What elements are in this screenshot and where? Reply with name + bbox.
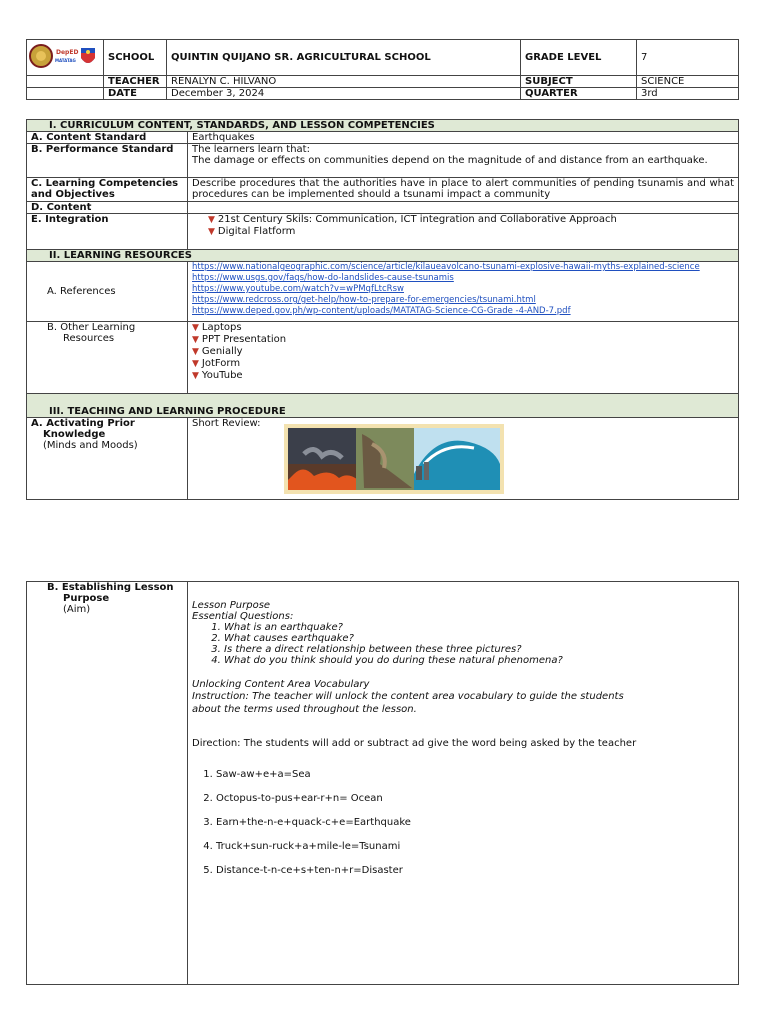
performance-line1: The learners learn that: (192, 144, 310, 155)
subject-label: SUBJECT (521, 76, 637, 88)
section2-title: II. LEARNING RESOURCES (27, 250, 739, 262)
references-label: A. References (27, 262, 188, 322)
school-label: SCHOOL (104, 40, 167, 76)
reference-link[interactable]: https://www.usgs.gov/faqs/how-do-landslides-cause-tsunamis (192, 273, 454, 283)
deped-logo-icon (29, 42, 99, 70)
quarter-value: 3rd (637, 88, 739, 100)
purpose-label: B. Establishing Lesson Purpose (Aim) (27, 582, 188, 985)
vocab-item: 3. Earn+the-n-e+quack-c+e=Earthquake (216, 817, 734, 828)
essential-questions-heading: Essential Questions: (192, 611, 294, 622)
content-standard-value: Earthquakes (188, 132, 739, 144)
school-value: QUINTIN QUIJANO SR. AGRICULTURAL SCHOOL (167, 40, 521, 76)
arrow-bullet-icon: ▼ (192, 347, 199, 357)
integration-label: E. Integration (27, 214, 188, 250)
integration-item: ▼ Digital Flatform (208, 226, 296, 237)
arrow-bullet-icon: ▼ (192, 359, 199, 369)
teacher-label: TEACHER (104, 76, 167, 88)
integration-item: ▼ 21st Century Skils: Communication, ICT integration and Collaborative Approach (208, 214, 617, 225)
purpose-table (26, 581, 739, 985)
grade-label: GRADE LEVEL (521, 40, 637, 76)
reference-link[interactable]: https://www.nationalgeographic.com/science/article/kilaueavolcano-tsunami-explosive-hawaii-myths-explained-science (192, 262, 700, 272)
vocab-item: 4. Truck+sun-ruck+a+mile-le=Tsunami (216, 841, 734, 852)
activating-value (188, 418, 739, 500)
resource-item: ▼ Laptops (192, 322, 242, 333)
arrow-bullet-icon: ▼ (192, 371, 199, 381)
grade-value: 7 (637, 40, 739, 76)
question-item: 1. What is an earthquake? (224, 622, 734, 633)
arrow-bullet-icon: ▼ (208, 227, 215, 237)
activating-label: A. Activating Prior Knowledge (Minds and Moods) (27, 418, 188, 500)
resource-item: ▼ PPT Presentation (192, 334, 287, 345)
arrow-bullet-icon: ▼ (208, 215, 215, 225)
performance-line2: The damage or effects on communities depend on the magnitude of and distance from an earthquake. (192, 155, 708, 166)
vocab-item: 2. Octopus-to-pus+ear-r+n= Ocean (216, 793, 734, 804)
quarter-label: QUARTER (521, 88, 637, 100)
competencies-value: Describe procedures that the authorities have in place to alert communities of pending tsunamis and what procedures can be implemented should a tsunami impact a community (188, 178, 739, 202)
teacher-value: RENALYN C. HILVANO (167, 76, 521, 88)
svg-text:MATATAG: MATATAG (55, 58, 76, 63)
integration-value (188, 214, 739, 250)
vocab-list (192, 769, 734, 876)
performance-label: B. Performance Standard (27, 144, 188, 178)
vocab-instruction: Instruction: The teacher will unlock the content area vocabulary to guide the students about the terms used throughout the lesson. (192, 691, 624, 715)
reference-link[interactable]: https://www.deped.gov.ph/wp-content/uploads/MATATAG-Science-CG-Grade -4-AND-7.pdf (192, 306, 571, 316)
reference-link[interactable]: https://www.youtube.com/watch?v=wPMqfLtcRsw (192, 284, 404, 294)
resource-item: ▼ JotForm (192, 358, 241, 369)
vocab-item: 1. Saw-aw+e+a=Sea (216, 769, 734, 780)
subject-value: SCIENCE (637, 76, 739, 88)
references-list (188, 262, 739, 322)
resource-item: ▼ Genially (192, 346, 243, 357)
essential-questions-list (192, 622, 734, 666)
section1-title: I. CURRICULUM CONTENT, STANDARDS, AND LESSON COMPETENCIES (27, 120, 739, 132)
competencies-label: C. Learning Competencies and Objectives (27, 178, 188, 202)
logo-cell (27, 40, 104, 76)
question-item: 2. What causes earthquake? (224, 633, 734, 644)
lesson-purpose-heading: Lesson Purpose (192, 600, 271, 611)
question-item: 4. What do you think should you do during these natural phenomena? (224, 655, 734, 666)
resource-item: ▼ YouTube (192, 370, 243, 381)
disaster-images (284, 424, 504, 494)
date-label: DATE (104, 88, 167, 100)
direction-text: Direction: The students will add or subtract ad give the word being asked by the teacher (192, 738, 637, 749)
content-label: D. Content (27, 202, 188, 214)
svg-text:DepED: DepED (56, 49, 79, 56)
arrow-bullet-icon: ▼ (192, 323, 199, 333)
performance-value (188, 144, 739, 178)
lesson-table (26, 119, 739, 500)
header-table (26, 39, 739, 100)
arrow-bullet-icon: ▼ (192, 335, 199, 345)
reference-link[interactable]: https://www.redcross.org/get-help/how-to-prepare-for-emergencies/tsunami.html (192, 295, 536, 305)
vocab-heading: Unlocking Content Area Vocabulary (192, 679, 370, 690)
date-value: December 3, 2024 (167, 88, 521, 100)
content-standard-label: A. Content Standard (27, 132, 188, 144)
purpose-content (188, 582, 739, 985)
other-resources-label: B. Other Learning Resources (27, 322, 188, 394)
other-resources-list (188, 322, 739, 394)
short-review-label: Short Review: (192, 418, 261, 429)
section3-title: III. TEACHING AND LEARNING PROCEDURE (27, 394, 739, 418)
vocab-item: 5. Distance-t-n-ce+s+ten-n+r=Disaster (216, 865, 734, 876)
question-item: 3. Is there a direct relationship between these three pictures? (224, 644, 734, 655)
